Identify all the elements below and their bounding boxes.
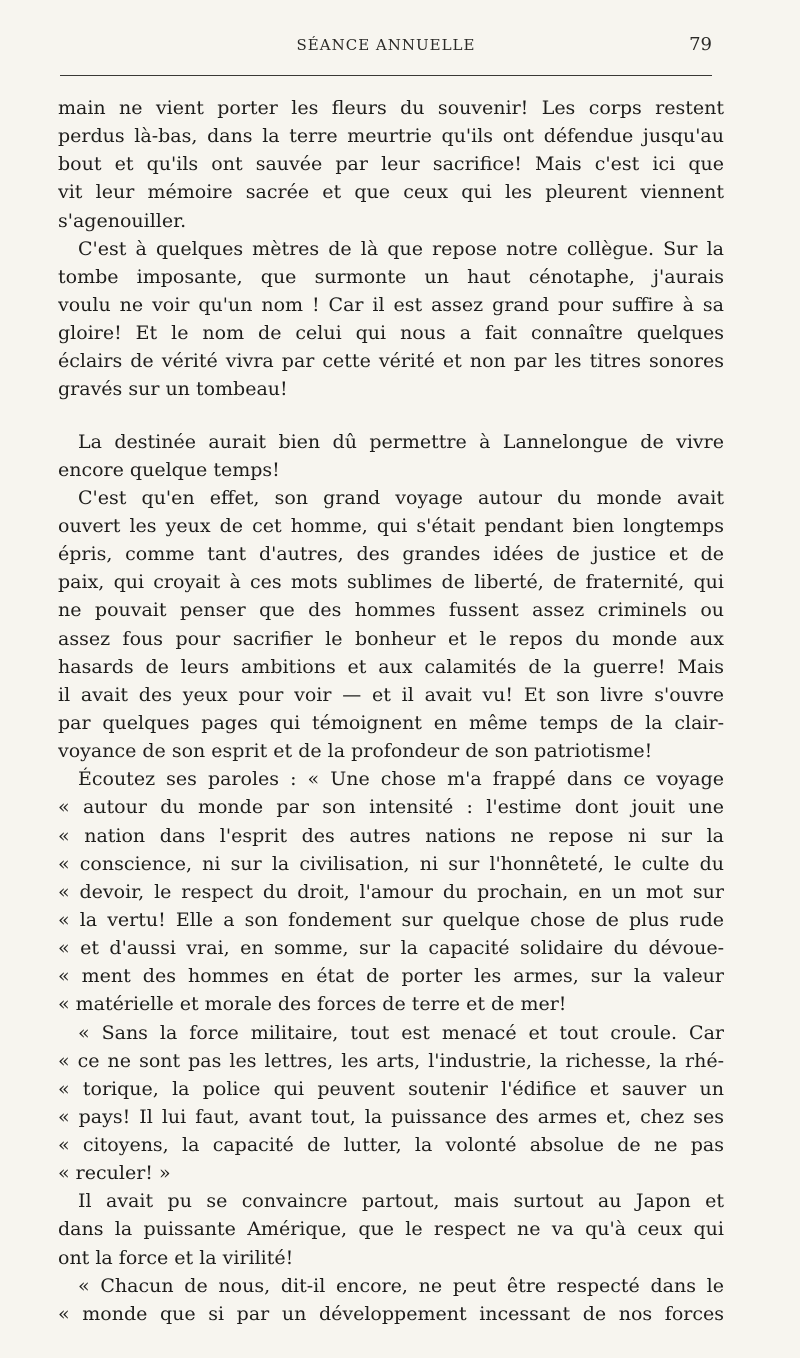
text-line: Il avait pu se convaincre partout, mais surtout au Japon et: [78, 1190, 724, 1213]
text-line: voyance de son esprit et de la profondeur de son patriotisme!: [58, 740, 653, 763]
section-gap: [58, 404, 724, 428]
text-line: Écoutez ses paroles : « Une chose m'a frappé dans ce voyage: [78, 768, 724, 791]
running-title: SÉANCE ANNUELLE: [296, 36, 476, 54]
text-line: vit leur mémoire sacrée et que ceux qui les pleurent viennent: [58, 181, 724, 204]
text-line: « et d'aussi vrai, en somme, sur la capacité solidaire du dévoue-: [58, 937, 724, 960]
text-line: perdus là-bas, dans la terre meurtrie qu'ils ont défendue jusqu'au: [58, 125, 724, 148]
text-line: gravés sur un tombeau!: [58, 378, 288, 401]
text-line: « nation dans l'esprit des autres nations ne repose ni sur la: [58, 824, 724, 847]
text-line: il avait des yeux pour voir — et il avait vu! Et son livre s'ouvre: [58, 683, 724, 706]
text-line: « matérielle et morale des forces de terre et de mer!: [58, 993, 567, 1016]
text-line: « Sans la force militaire, tout est menacé et tout croule. Car: [78, 1021, 724, 1044]
text-line: « pays! Il lui faut, avant tout, la puissance des armes et, chez ses: [58, 1105, 724, 1128]
text-line: La destinée aurait bien dû permettre à Lannelongue de vivre: [78, 430, 724, 453]
text-line: paix, qui croyait à ces mots sublimes de liberté, de fraternité, qui: [58, 571, 724, 594]
text-line: ouvert les yeux de cet homme, qui s'était pendant bien longtemps: [58, 514, 724, 537]
text-line: « devoir, le respect du droit, l'amour du prochain, en un mot sur: [58, 880, 724, 903]
text-line: épris, comme tant d'autres, des grandes idées de justice et de: [58, 543, 724, 566]
text-line: « citoyens, la capacité de lutter, la volonté absolue de ne pas: [58, 1134, 724, 1157]
text-line: C'est qu'en effet, son grand voyage autour du monde avait: [78, 486, 724, 509]
text-line: voulu ne voir qu'un nom ! Car il est assez grand pour suffire à sa: [58, 293, 724, 316]
text-line: « conscience, ni sur la civilisation, ni sur l'honnêteté, le culte du: [58, 852, 724, 875]
text-line: « autour du monde par son intensité : l'estime dont jouit une: [58, 796, 724, 819]
text-line: hasards de leurs ambitions et aux calamités de la guerre! Mais: [58, 655, 724, 678]
text-line: gloire! Et le nom de celui qui nous a fait connaître quelques: [58, 322, 724, 345]
text-line: « ce ne sont pas les lettres, les arts, l'industrie, la richesse, la rhé-: [58, 1049, 724, 1072]
text-line: « reculer! »: [58, 1162, 171, 1185]
text-line: ne pouvait penser que des hommes fussent assez criminels ou: [58, 599, 724, 622]
text-line: « torique, la police qui peuvent soutenir l'édifice et sauver un: [58, 1077, 724, 1100]
text-line: par quelques pages qui témoignent en même temps de la clair-: [58, 711, 724, 734]
text-line: dans la puissante Amérique, que le respect ne va qu'à ceux qui: [58, 1218, 724, 1241]
text-line: s'agenouiller.: [58, 209, 187, 232]
text-line: C'est à quelques mètres de là que repose notre collègue. Sur la: [78, 237, 724, 260]
text-line: bout et qu'ils ont sauvée par leur sacrifice! Mais c'est ici que: [58, 153, 724, 176]
text-line: éclairs de vérité vivra par cette vérité et non par les titres sonores: [58, 350, 724, 373]
page-number: 79: [689, 34, 712, 55]
page-header: [60, 34, 712, 60]
text-line: assez fous pour sacrifier le bonheur et le repos du monde aux: [58, 627, 724, 650]
text-line: ont la force et la virilité!: [58, 1246, 294, 1269]
header-rule: [60, 75, 712, 76]
text-line: « monde que si par un développement incessant de nos forces: [58, 1302, 724, 1325]
text-line: main ne vient porter les fleurs du souvenir! Les corps restent: [58, 97, 724, 119]
text-line: « ment des hommes en état de porter les armes, sur la valeur: [58, 965, 724, 988]
text-line: encore quelque temps!: [58, 458, 280, 481]
text-line: « la vertu! Elle a son fondement sur quelque chose de plus rude: [58, 908, 724, 931]
text-line: « Chacun de nous, dit-il encore, ne peut être respecté dans le: [78, 1274, 724, 1297]
body-text: [58, 94, 724, 1328]
text-line: tombe imposante, que surmonte un haut cénotaphe, j'aurais: [58, 265, 724, 288]
